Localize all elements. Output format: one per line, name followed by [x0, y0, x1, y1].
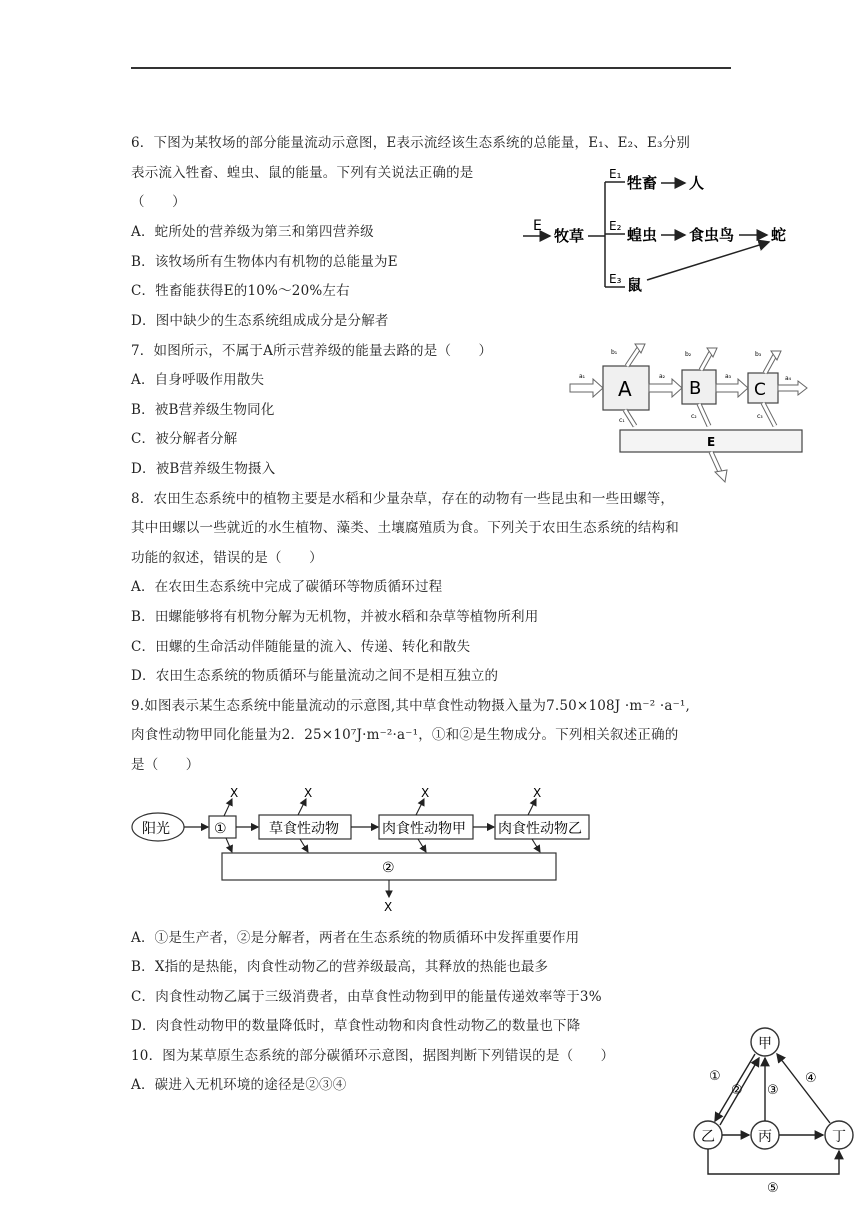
- q7-label-b3: b₃: [755, 351, 762, 358]
- q9-label-x5: X: [384, 900, 393, 914]
- q8-stem-line2: 其中田螺以一些就近的水生植物、藻类、土壤腐殖质为食。下列关于农田生态系统的结构和: [131, 520, 679, 536]
- q6-option-a: A．蛇所处的营养级为第三和第四营养级: [131, 224, 374, 240]
- q7-label-B: B: [689, 378, 702, 399]
- q7-label-a3: a₃: [725, 373, 732, 380]
- q6-label-E1: E₁: [609, 167, 622, 181]
- q10-carbon-cycle-diagram: [675, 1024, 855, 1214]
- q8-option-b: B．田螺能够将有机物分解为无机物，并被水稻和杂草等植物所利用: [131, 609, 539, 625]
- q10-stem: 10．图为某草原生态系统的部分碳循环示意图，据图判断下列错误的是（ ）: [131, 1048, 615, 1064]
- q7-label-c1: c₁: [619, 417, 625, 424]
- q8-stem-line3: 功能的叙述，错误的是（ ）: [131, 550, 323, 566]
- q6-stem-line1: 6．下图为某牧场的部分能量流动示意图，E表示流经该生态系统的总能量，E₁、E₂、E₃分别: [131, 135, 691, 151]
- q10-label-yi: 乙: [701, 1129, 715, 1145]
- q7-label-c3: c₃: [757, 413, 763, 420]
- q9-label-2: ②: [382, 860, 395, 876]
- q7-energy-flow-diagram: [565, 338, 810, 488]
- q7-label-a2: a₂: [659, 373, 666, 380]
- q6-stem-line2: 表示流入牲畜、蝗虫、鼠的能量。下列有关说法正确的是: [131, 165, 474, 181]
- q6-label-bird: 食虫鸟: [689, 226, 735, 244]
- q6-option-c: C．牲畜能获得E的10%～20%左右: [131, 283, 350, 299]
- q6-label-livestock: 牲畜: [627, 174, 658, 192]
- q10-label-c4: ④: [805, 1071, 817, 1086]
- q9-label-herb: 草食性动物: [269, 821, 339, 837]
- q9-label-x3: X: [421, 786, 430, 800]
- q9-arrow-x2: [298, 799, 306, 815]
- q10-label-bing: 丙: [758, 1129, 772, 1145]
- q9-arrow-carnB-down: [532, 839, 540, 852]
- q10-label-c5: ⑤: [767, 1181, 779, 1196]
- q9-stem-line2: 肉食性动物甲同化能量为2．25×10⁷J·m⁻²·a⁻¹，①和②是生物成分。下列相关叙述正确的: [131, 727, 679, 743]
- q6-option-b: B．该牧场所有生物体内有机物的总能量为E: [131, 254, 398, 270]
- q8-option-c: C．田螺的生命活动伴随能量的流入、传递、转化和散失: [131, 639, 471, 655]
- q9-arrow-x4: [528, 799, 536, 815]
- q6-label-grass: 牧草: [554, 227, 585, 245]
- q7-option-b: B．被B营养级生物同化: [131, 402, 275, 418]
- q6-label-snake: 蛇: [771, 226, 787, 244]
- q9-stem-line1: 9.如图表示某生态系统中能量流动的示意图,其中草食性动物摄入量为7.50×108J ·m⁻² ·a⁻¹,: [131, 698, 691, 714]
- q7-label-a4: a₄: [785, 375, 792, 382]
- q9-arrow-x1: [224, 799, 232, 816]
- q6-label-E: E: [533, 218, 542, 234]
- q9-label-carnB: 肉食性动物乙: [498, 821, 582, 837]
- q9-label-carnA: 肉食性动物甲: [382, 821, 466, 837]
- q6-label-locust: 蝗虫: [627, 226, 658, 244]
- q9-option-b: B．X指的是热能，肉食性动物乙的营养级最高，其释放的热能也最多: [131, 959, 549, 975]
- q6-arrow-mouse-snake: [647, 242, 769, 280]
- q7-option-d: D．被B营养级生物摄入: [131, 461, 276, 477]
- q6-label-E3: E₃: [609, 272, 622, 286]
- q7-label-b2: b₂: [685, 351, 692, 358]
- q9-arrow-herb-down: [300, 839, 308, 852]
- q10-label-c1: ①: [709, 1069, 721, 1084]
- q9-energy-flow-diagram: [128, 783, 608, 915]
- q10-label-ding: 丁: [832, 1129, 846, 1145]
- q6-food-web-diagram: [515, 162, 800, 297]
- q7-label-c2: c₂: [691, 413, 697, 420]
- q9-label-x2: X: [304, 786, 313, 800]
- q10-label-c2: ②: [731, 1083, 743, 1098]
- q9-arrow-1-down: [226, 838, 232, 852]
- q7-option-a: A．自身呼吸作用散失: [131, 372, 265, 388]
- q9-label-sun: 阳光: [142, 821, 170, 837]
- q7-label-E: E: [707, 435, 716, 449]
- q10-arrow-4: [777, 1054, 830, 1123]
- q8-option-a: A．在农田生态系统中完成了碳循环等物质循环过程: [131, 579, 443, 595]
- q7-label-C: C: [754, 380, 766, 400]
- q6-label-human: 人: [689, 174, 705, 192]
- q7-arrow-a1: [570, 379, 603, 397]
- q7-label-A: A: [618, 377, 632, 401]
- q6-bracket: （ ）: [131, 194, 186, 210]
- q10-label-c3: ③: [767, 1083, 779, 1098]
- q9-option-d: D．肉食性动物甲的数量降低时，草食性动物和肉食性动物乙的数量也下降: [131, 1018, 581, 1034]
- q9-option-c: C．肉食性动物乙属于三级消费者，由草食性动物到甲的能量传递效率等于3%: [131, 989, 602, 1005]
- q10-option-a: A．碳进入无机环境的途径是②③④: [131, 1077, 347, 1093]
- q7-arrow-a2: [649, 379, 682, 397]
- q9-label-x1: X: [230, 786, 239, 800]
- q6-label-E2: E₂: [609, 219, 622, 233]
- q9-arrow-carnA-down: [418, 839, 426, 852]
- q8-stem-line1: 8．农田生态系统中的植物主要是水稻和少量杂草，存在的动物有一些昆虫和一些田螺等，: [131, 491, 675, 507]
- q7-label-b1: b₁: [611, 349, 618, 356]
- q10-label-jia: 甲: [758, 1036, 772, 1052]
- q9-arrow-x3: [416, 799, 424, 815]
- q9-stem-line3: 是（ ）: [131, 757, 200, 773]
- q7-label-a1: a₁: [579, 373, 586, 380]
- q6-label-mouse: 鼠: [627, 276, 643, 294]
- q7-arrow-a4: [778, 381, 807, 395]
- q7-arrow-a3: [716, 379, 748, 397]
- q7-stem: 7．如图所示，不属于A所示营养级的能量去路的是（ ）: [131, 343, 493, 359]
- q10-arrow-5: [708, 1149, 839, 1174]
- q6-option-d: D．图中缺少的生态系统组成成分是分解者: [131, 313, 389, 329]
- header-rule: [131, 67, 731, 69]
- q7-option-c: C．被分解者分解: [131, 431, 238, 447]
- q9-label-1: ①: [214, 821, 227, 837]
- q9-label-x4: X: [533, 786, 542, 800]
- q9-option-a: A．①是生产者，②是分解者，两者在生态系统的物质循环中发挥重要作用: [131, 930, 580, 946]
- q8-option-d: D．农田生态系统的物质循环与能量流动之间不是相互独立的: [131, 668, 499, 684]
